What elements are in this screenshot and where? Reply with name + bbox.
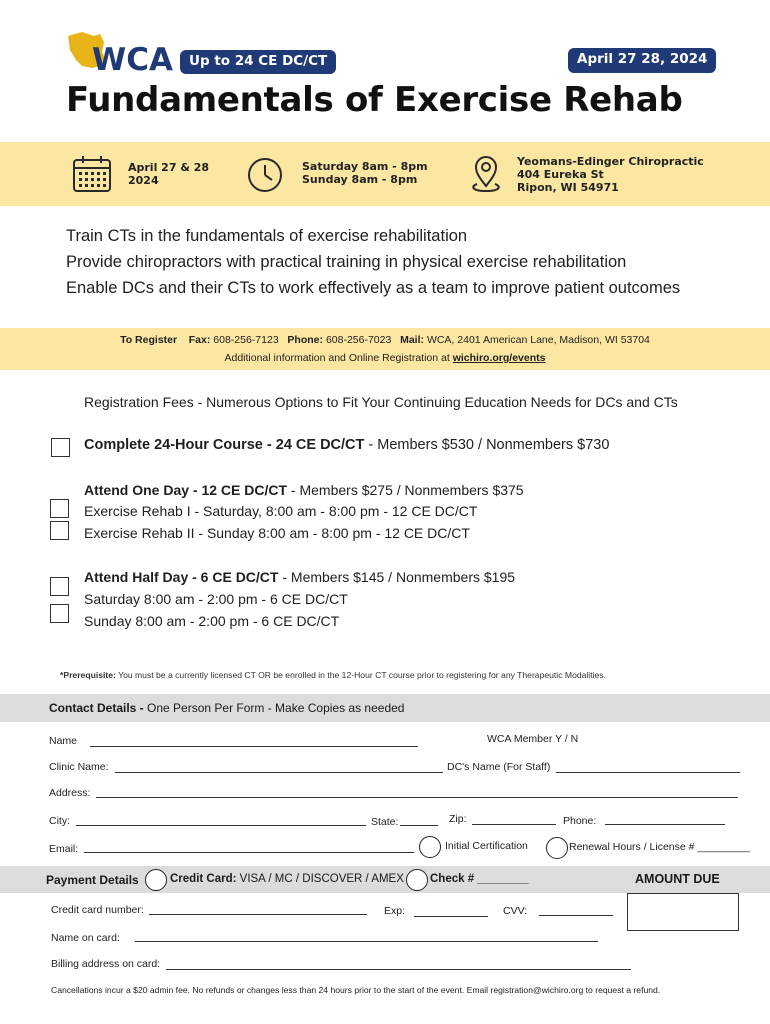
credit-card-label: Credit Card: <box>170 873 237 885</box>
half-day-saturday-checkbox[interactable] <box>50 577 69 596</box>
register-contact-line <box>0 334 770 346</box>
event-date-line1: April 27 & 28 <box>128 161 210 174</box>
amount-due-field[interactable] <box>627 893 739 931</box>
contact-details-heading <box>49 701 404 715</box>
cancellation-policy: Cancellations incur a $20 admin fee. No refunds or changes less than 24 hours prior to the start of the event. Email registration@wichiro.org to request a refund. <box>51 985 661 995</box>
credit-card-radio[interactable] <box>145 869 167 891</box>
zip-field[interactable] <box>472 824 556 825</box>
expiry-label: Exp: <box>384 905 406 917</box>
renewal-hours-label: Renewal Hours / License # _________ <box>569 841 750 853</box>
billing-address-label: Billing address on card: <box>51 958 161 970</box>
city-label: City: <box>49 815 70 827</box>
prerequisite-text: You must be a currently licensed CT OR be enrolled in the 12-Hour CT course prior to registering for any Therapeutic Modalities. <box>115 670 606 680</box>
event-hours-saturday: Saturday 8am - 8pm <box>302 160 428 173</box>
address-field[interactable] <box>96 797 738 798</box>
cvv-label: CVV: <box>503 905 528 917</box>
state-field[interactable] <box>400 825 438 826</box>
objective-item: Enable DCs and their CTs to work effectively as a team to improve patient outcomes <box>66 279 681 297</box>
half-day-sunday-checkbox[interactable] <box>50 604 69 623</box>
full-course-checkbox[interactable] <box>51 438 70 457</box>
wca-logo <box>64 30 184 76</box>
event-hours <box>302 160 428 186</box>
exercise-rehab-1-checkbox[interactable] <box>50 499 69 518</box>
cvv-field[interactable] <box>539 915 613 916</box>
expiry-field[interactable] <box>414 916 488 917</box>
dc-name-label: DC's Name (For Staff) <box>447 761 551 773</box>
svg-text:WCA: WCA <box>92 42 173 76</box>
check-number-label: Check # ________ <box>430 873 529 885</box>
half-day-sunday-label: Sunday 8:00 am - 2:00 pm - 6 CE DC/CT <box>84 613 340 629</box>
email-label: Email: <box>49 843 79 855</box>
credit-card-types: VISA / MC / DISCOVER / AMEX <box>236 873 404 885</box>
mail-label: Mail: <box>400 334 425 346</box>
phone-number: 608-256-7023 <box>325 334 392 346</box>
event-hours-sunday: Sunday 8am - 8pm <box>302 173 418 186</box>
dc-name-field[interactable] <box>556 772 740 773</box>
fax-number: 608-256-7123 <box>213 334 279 346</box>
amount-due-label: AMOUNT DUE <box>635 872 720 886</box>
zip-label: Zip: <box>449 813 467 825</box>
phone-label: Phone: <box>287 334 324 346</box>
billing-address-field[interactable] <box>166 969 631 970</box>
event-location <box>517 155 704 194</box>
clock-icon <box>246 156 284 199</box>
city-field[interactable] <box>76 825 366 826</box>
one-day-title: Attend One Day - 12 CE DC/CT <box>84 482 288 498</box>
half-day-price: - Members $145 / Nonmembers $195 <box>278 569 516 585</box>
location-city: Ripon, WI 54971 <box>517 181 619 194</box>
half-day-option <box>84 569 515 585</box>
phone-label: Phone: <box>563 815 597 827</box>
name-label: Name <box>49 735 78 747</box>
prerequisite-label: *Prerequisite: <box>60 670 116 680</box>
wca-member-label: WCA Member Y / N <box>487 733 579 745</box>
objective-item: Train CTs in the fundamentals of exercise rehabilitation <box>66 227 468 245</box>
email-field[interactable] <box>84 852 414 853</box>
ce-badge: Up to 24 CE DC/CT <box>180 50 336 74</box>
event-date-line2: 2024 <box>128 174 159 187</box>
full-course-title: Complete 24-Hour Course - 24 CE DC/CT <box>84 437 365 453</box>
half-day-saturday-label: Saturday 8:00 am - 2:00 pm - 6 CE DC/CT <box>84 591 348 607</box>
payment-details-heading: Payment Details <box>46 873 139 887</box>
name-field[interactable] <box>90 746 418 747</box>
clinic-name-label: Clinic Name: <box>49 761 109 773</box>
half-day-title: Attend Half Day - 6 CE DC/CT <box>84 569 279 585</box>
contact-heading-bold: Contact Details - <box>49 701 144 715</box>
location-street: 404 Eureka St <box>517 168 604 181</box>
online-registration-text: Additional information and Online Registration at <box>224 352 450 364</box>
name-on-card-label: Name on card: <box>51 932 120 944</box>
fees-heading: Registration Fees - Numerous Options to Fit Your Continuing Education Needs for DCs and CTs <box>84 394 678 410</box>
mail-address: WCA, 2401 American Lane, Madison, WI 53704 <box>426 334 650 346</box>
card-number-field[interactable] <box>149 914 367 915</box>
register-label: To Register <box>120 334 178 346</box>
registration-link[interactable]: wichiro.org/events <box>452 352 546 364</box>
phone-field[interactable] <box>605 824 725 825</box>
initial-certification-label: Initial Certification <box>445 840 528 852</box>
page-title: Fundamentals of Exercise Rehab <box>66 80 683 120</box>
address-label: Address: <box>49 787 91 799</box>
location-name: Yeomans-Edinger Chiropractic <box>517 155 704 168</box>
exercise-rehab-2-label: Exercise Rehab II - Sunday 8:00 am - 8:00 pm - 12 CE DC/CT <box>84 525 470 541</box>
initial-certification-radio[interactable] <box>419 836 441 858</box>
card-number-label: Credit card number: <box>51 904 144 916</box>
full-course-option <box>84 437 609 453</box>
objective-item: Provide chiropractors with practical training in physical exercise rehabilitation <box>66 253 627 271</box>
name-on-card-field[interactable] <box>135 941 598 942</box>
renewal-hours-radio[interactable] <box>546 837 568 859</box>
contact-heading-note: One Person Per Form - Make Copies as needed <box>143 701 405 715</box>
clinic-name-field[interactable] <box>115 772 443 773</box>
prerequisite-note <box>60 670 606 680</box>
credit-card-option <box>170 873 404 885</box>
location-pin-icon <box>468 154 504 199</box>
one-day-option <box>84 482 524 498</box>
check-radio[interactable] <box>406 869 428 891</box>
date-badge: April 27 28, 2024 <box>568 48 716 73</box>
event-date <box>128 161 209 187</box>
exercise-rehab-1-label: Exercise Rehab I - Saturday, 8:00 am - 8:00 pm - 12 CE DC/CT <box>84 503 478 519</box>
fax-label: Fax: <box>188 334 211 346</box>
exercise-rehab-2-checkbox[interactable] <box>50 521 69 540</box>
one-day-price: - Members $275 / Nonmembers $375 <box>287 482 524 498</box>
state-label: State: <box>371 816 399 828</box>
register-online-line <box>0 352 770 364</box>
calendar-icon <box>72 155 112 198</box>
full-course-price: - Members $530 / Nonmembers $730 <box>364 437 610 453</box>
